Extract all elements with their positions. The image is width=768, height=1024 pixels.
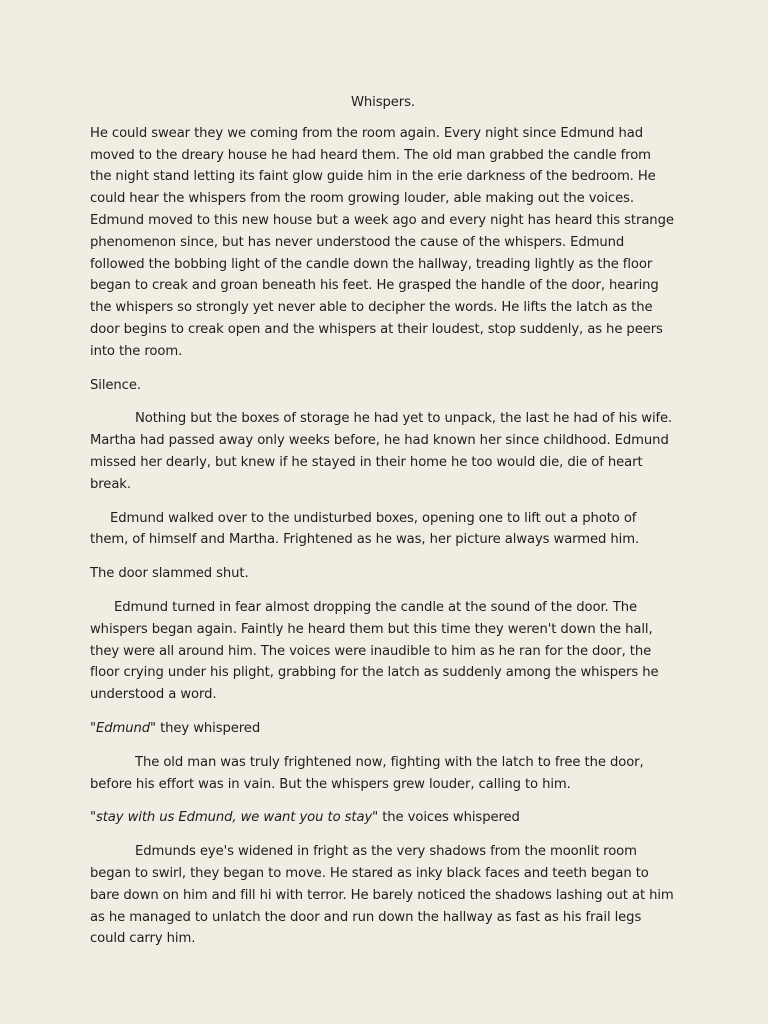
paragraph-6: Edmund turned in fear almost dropping the candle at the sound of the door. The whispers began again. Faintly he heard them but this time they weren't down the hall, they were all around him. The voices were inaudible to him as he ran for the door, the floor crying under his plight, grabbing for the latch as suddenly among the whispers he understood a word. — [90, 599, 659, 703]
paragraph-9-rest: the voices whispered — [378, 810, 520, 826]
paragraph-9 — [90, 807, 676, 829]
whispered-name: Edmund — [95, 720, 151, 736]
paragraph-3: Nothing but the boxes of storage he had yet to unpack, the last he had of his wife. Martha had passed away only weeks before, he had known her since childhood. Edmund missed her dearly, but knew if he stayed in their home he too would die, die of heart break. — [90, 411, 673, 492]
document-page — [90, 92, 676, 962]
document-title: Whispers. — [350, 95, 415, 110]
paragraph-1: He could swear they we coming from the room again. Every night since Edmund had moved to the dreary house he had heard them. The old man grabbed the candle from the night stand letting its faint glow guide him in the erie darkness of the bedroom. He could hear the whispers from the room growing louder, able making out the voices. Edmund moved to this new house but a week ago and every night has heard this strange phenomenon since, but has never understood the cause of the whispers. Edmund followed the bobbing light of the candle down the hallway, treading lightly as the floor began to creak and groan beneath his feet. He grasped the handle of the door, hearing the whispers so strongly yet never able to decipher the words. He lifts the latch as the door begins to creak open and the whispers at their loudest, stop suddenly, as he peers into the room. — [90, 125, 674, 359]
whispered-phrase: "stay with us Edmund, we want you to stay" — [90, 810, 379, 826]
quote-close: " — [150, 720, 156, 736]
paragraph-4: Edmund walked over to the undisturbed boxes, opening one to lift out a photo of them, of himself and Martha. Frightened as he was, her picture always warmed him. — [90, 510, 640, 548]
paragraph-2: Silence. — [90, 377, 141, 393]
paragraph-7 — [90, 718, 676, 740]
quote-open: " — [90, 720, 96, 736]
paragraph-8: The old man was truly frightened now, fighting with the latch to free the door, before his effort was in vain. But the whispers grew louder, calling to him. — [90, 754, 644, 792]
paragraph-10: Edmunds eye's widened in fright as the very shadows from the moonlit room began to swirl, they began to move. He stared as inky black faces and teeth began to bare down on him and fill hi with terror. He barely noticed the shadows lashing out at him as he managed to unlatch the door and run down the hallway as fast as his frail legs could carry him. — [90, 844, 674, 947]
paragraph-7-rest: they whispered — [155, 720, 261, 736]
paragraph-5: The door slammed shut. — [90, 566, 249, 582]
